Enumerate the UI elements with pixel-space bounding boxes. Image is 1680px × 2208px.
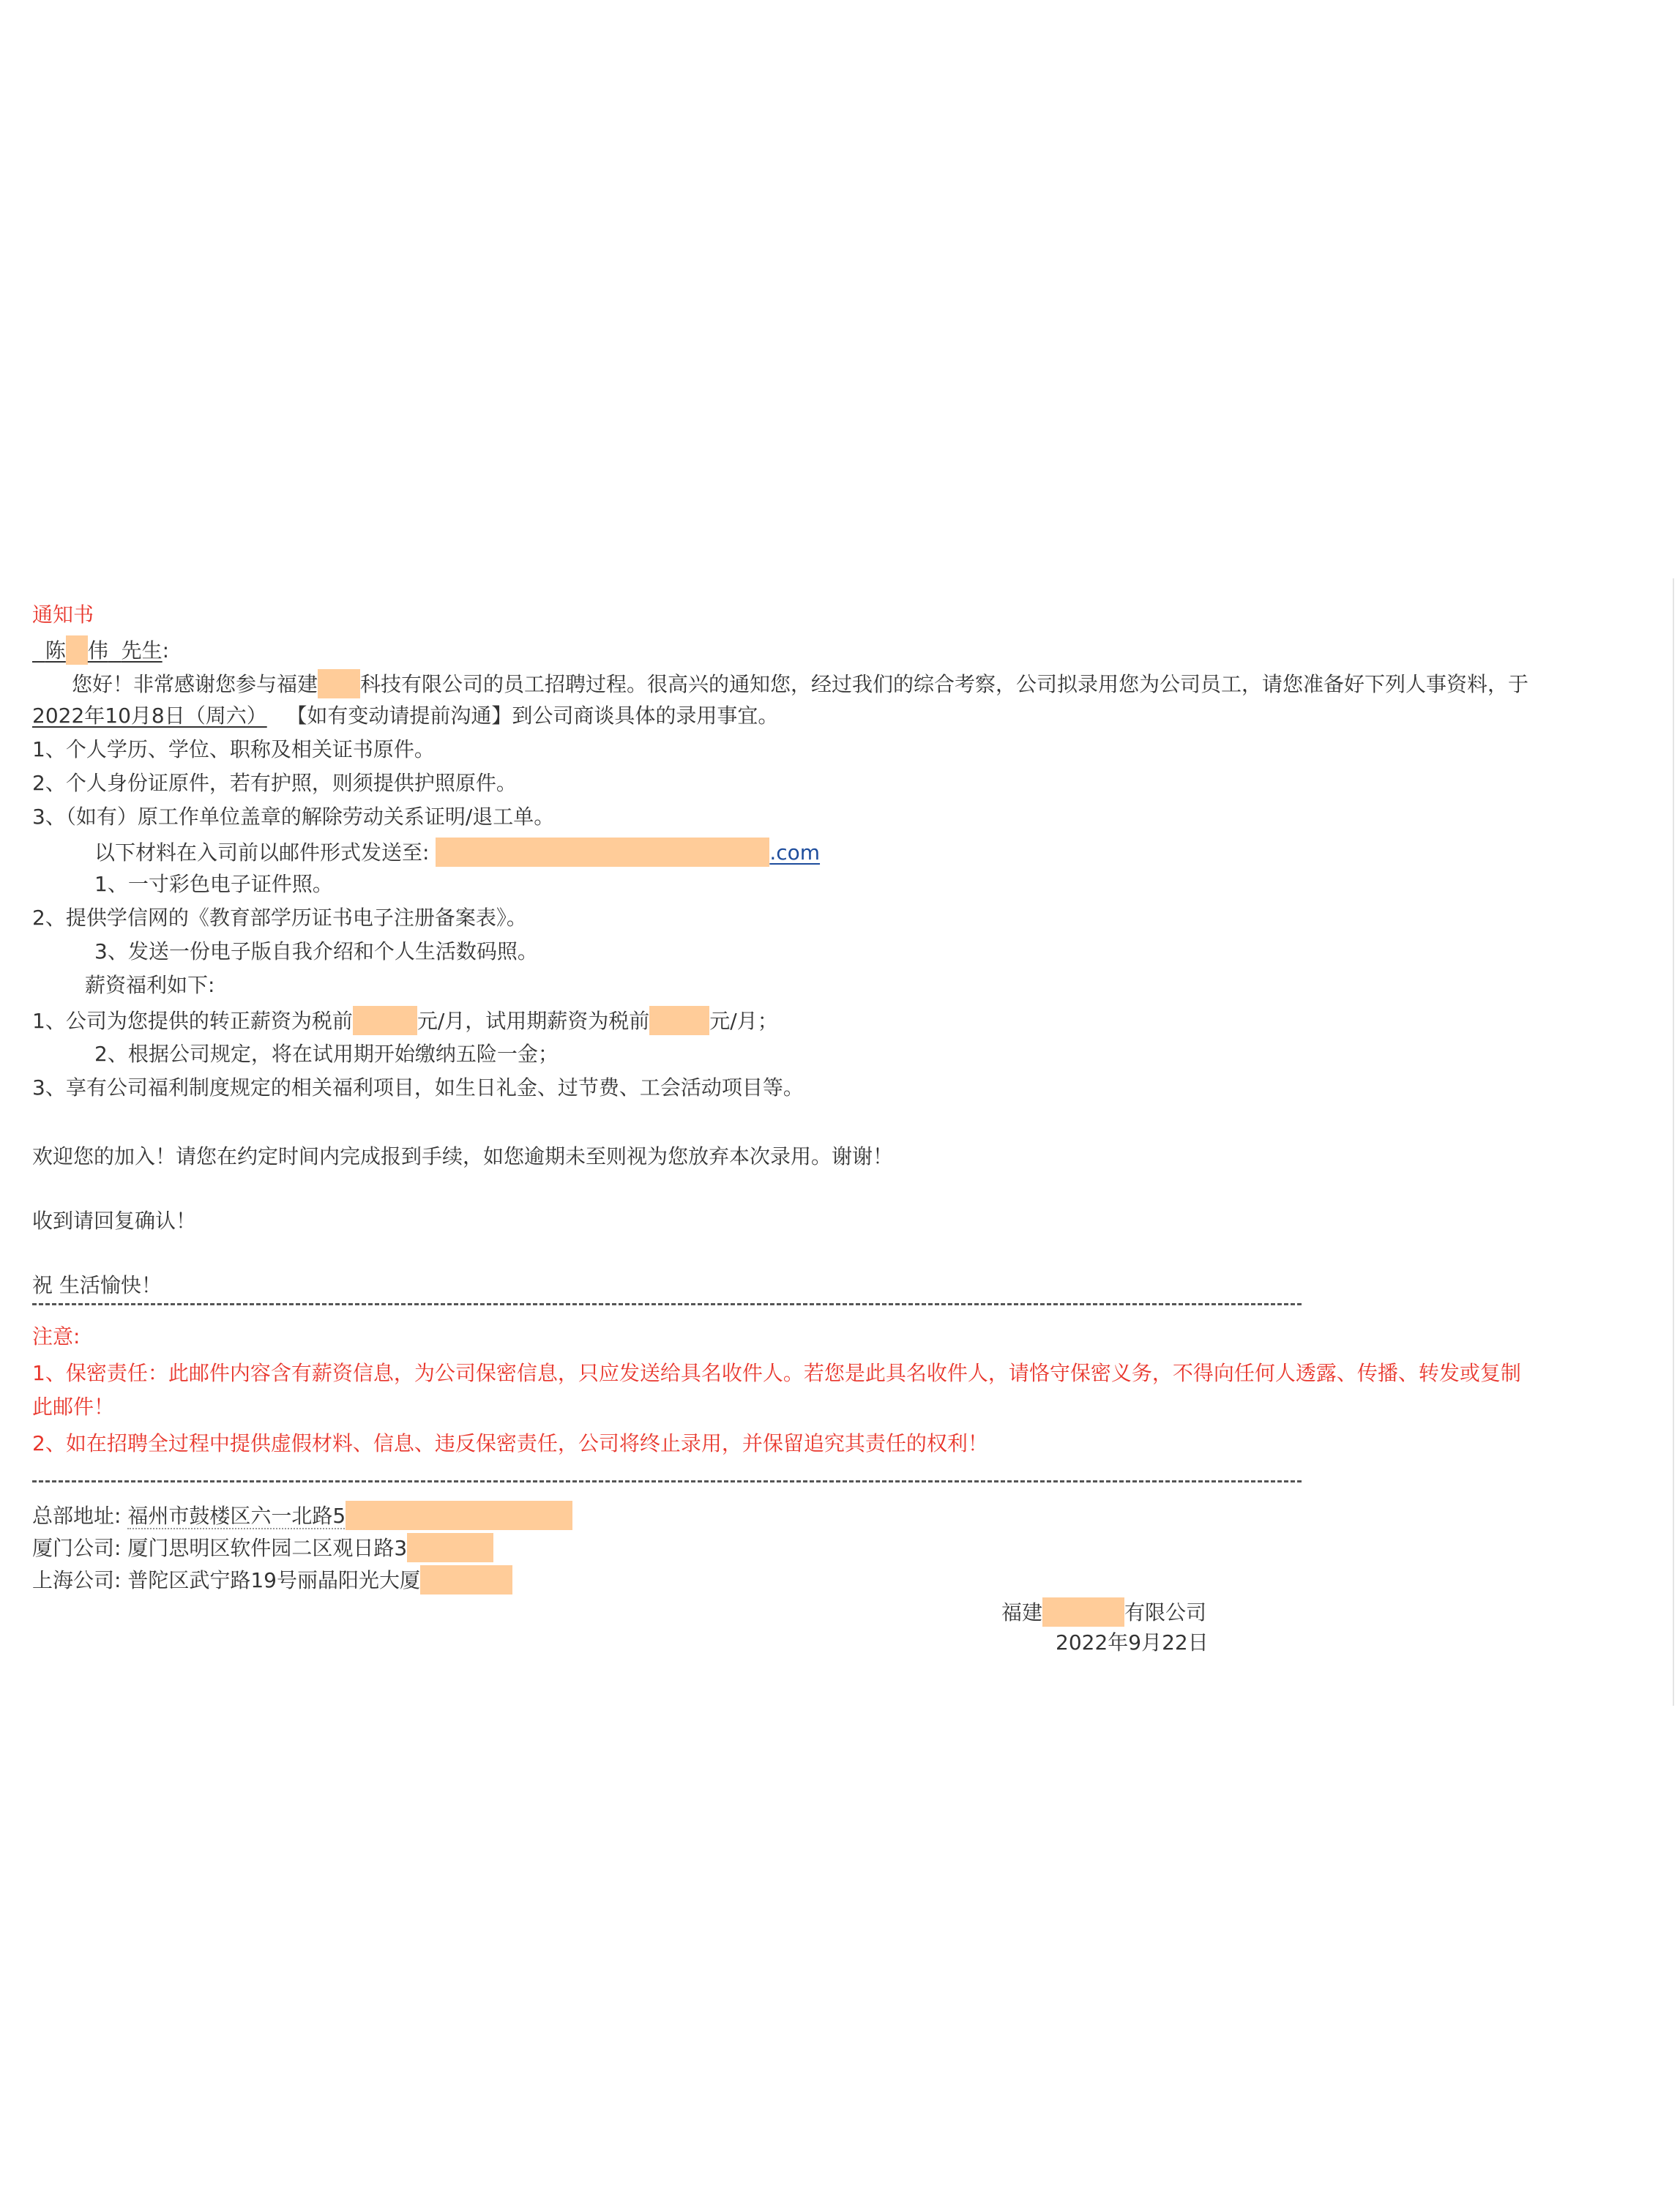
email-line: 以下材料在入司前以邮件形式发送至: .com (94, 838, 820, 867)
report-date: 2022年10月8日（周六） (32, 704, 267, 728)
redaction (346, 1501, 572, 1530)
doc-item-3: 3、（如有）原工作单位盖章的解除劳动关系证明/退工单。 (32, 805, 555, 829)
redaction (353, 1006, 417, 1035)
address-shanghai: 上海公司: 普陀区武宁路19号丽晶阳光大厦 (32, 1565, 512, 1595)
notice-item-1-cont: 此邮件！ (32, 1395, 115, 1419)
address-hq: 总部地址: 福州市鼓楼区六一北路5 (32, 1501, 572, 1530)
redaction (318, 669, 360, 698)
letter-title: 通知书 (32, 603, 94, 627)
signature-date: 2022年9月22日 (1056, 1630, 1209, 1655)
divider (32, 1480, 1302, 1482)
salary-item-1: 1、公司为您提供的转正薪资为税前 元/月，试用期薪资为税前 元/月； (32, 1006, 778, 1035)
notice-item-2: 2、如在招聘全过程中提供虚假材料、信息、违反保密责任，公司将终止录用，并保留追究其责任的权利！ (32, 1431, 988, 1455)
redaction (649, 1006, 709, 1035)
redaction (420, 1565, 512, 1595)
redaction (66, 635, 88, 665)
divider (32, 1303, 1302, 1305)
notice-item-1: 1、保密责任：此邮件内容含有薪资信息，为公司保密信息，只应发送给具名收件人。若您是此具名收件人，请恪守保密义务，不得向任何人透露、传播、转发或复制 (32, 1361, 1521, 1385)
address-xiamen: 厦门公司: 厦门思明区软件园二区观日路3 (32, 1533, 493, 1562)
notice-heading: 注意: (32, 1324, 81, 1349)
doc-item-1: 1、个人学历、学位、职称及相关证书原件。 (32, 737, 435, 761)
redaction (436, 838, 769, 867)
email-link[interactable]: .com (436, 840, 820, 865)
doc-item-2: 2、个人身份证原件，若有护照，则须提供护照原件。 (32, 771, 517, 795)
intro-line-2: 2022年10月8日（周六） 【如有变动请提前沟通】到公司商谈具体的录用事宜。 (32, 704, 779, 728)
wish-text: 祝 生活愉快！ (32, 1273, 162, 1297)
salary-item-3: 3、享有公司福利制度规定的相关福利项目，如生日礼金、过节费、工会活动项目等。 (32, 1075, 804, 1100)
salary-item-2: 2、根据公司规定，将在试用期开始缴纳五险一金； (94, 1042, 559, 1066)
welcome-text: 欢迎您的加入！请您在约定时间内完成报到手续，如您逾期未至则视为您放弃本次录用。谢谢！ (32, 1144, 894, 1168)
email-item-3: 3、发送一份电子版自我介绍和个人生活数码照。 (94, 939, 538, 963)
email-item-1: 1、一寸彩色电子证件照。 (94, 872, 333, 896)
email-item-2: 2、提供学信网的《教育部学历证书电子注册备案表》。 (32, 906, 527, 930)
greeting: 陈 伟 先生: (32, 635, 169, 665)
recipient-name: 陈 伟 先生 (32, 638, 163, 663)
confirm-text: 收到请回复确认！ (32, 1209, 197, 1233)
salary-heading: 薪资福利如下: (85, 973, 215, 997)
redaction (1042, 1597, 1124, 1627)
intro-line-1: 您好！非常感谢您参与福建 科技有限公司的员工招聘过程。很高兴的通知您，经过我们的综合考察，公司拟录用您为公司员工，请您准备好下列人事资料，于 (72, 669, 1528, 698)
redaction (407, 1533, 493, 1562)
signature-company: 福建 有限公司 (1001, 1597, 1206, 1627)
page-edge (1673, 578, 1674, 1706)
